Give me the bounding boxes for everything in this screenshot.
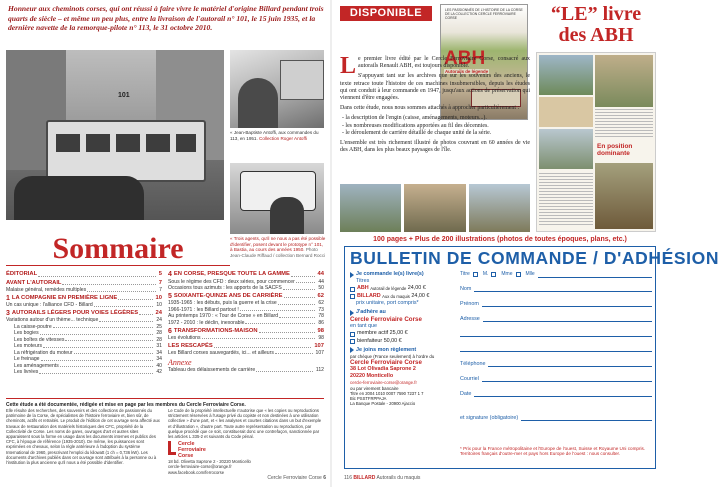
cfc-logo-line-3: Corse — [178, 453, 194, 460]
toc-leader — [65, 337, 153, 342]
toc-page: 34 — [156, 356, 162, 363]
en-tant-que: en tant que — [350, 323, 377, 330]
nom-label: Nom — [460, 286, 472, 292]
title-select — [460, 271, 652, 278]
book-cover-title: ABH — [444, 48, 486, 69]
toc-page: 34 — [156, 349, 162, 356]
prenom-field[interactable] — [460, 293, 652, 308]
toc-page: 24 — [155, 310, 162, 317]
photo-railcar-crew — [6, 50, 224, 220]
member-checkbox[interactable] — [350, 332, 355, 337]
railcar-number: 101 — [118, 92, 130, 99]
order-options — [350, 271, 460, 406]
order-abh-row[interactable] — [350, 285, 460, 292]
toc-title: 1966-1971 : les Billard partout ! — [168, 306, 239, 313]
date-field[interactable] — [460, 383, 652, 398]
toc-title: Au printemps 1970 : « Tour de Corse » en Billard — [168, 313, 279, 320]
toc-leader — [283, 285, 316, 290]
pages-count: 100 pages + Plus de 200 illustrations (photos de toutes époques, plans, etc.) — [373, 236, 627, 243]
toc-leader — [43, 343, 153, 348]
toc-page: 107 — [315, 349, 324, 356]
left-footer — [200, 475, 326, 481]
toc-leader — [62, 280, 155, 285]
benefactor-row[interactable] — [350, 338, 460, 345]
toc-title: TRANSFORMATIONS-MAISON — [173, 327, 258, 334]
billard-checkbox[interactable] — [350, 294, 355, 299]
toc-page: 62 — [317, 292, 324, 299]
toc-leader — [245, 320, 315, 325]
right-footer-text: Autorails du maquis — [376, 475, 421, 481]
body-list-item: - les nombreuses modifications apportées au fil des décennies. — [342, 122, 489, 129]
abh-title: ABH — [357, 285, 369, 292]
toc-leader — [99, 317, 153, 322]
photo-thumb — [469, 184, 530, 232]
toc-leader — [256, 367, 313, 372]
toc-chapter-number: 3 — [6, 310, 10, 318]
toc-title: Le freinage — [14, 356, 40, 363]
dropcap: L — [340, 53, 357, 79]
member-price: 25,00 € — [389, 330, 408, 337]
toc-leader — [60, 363, 154, 368]
toc-page: 5 — [158, 271, 162, 278]
toc-entry[interactable] — [168, 367, 324, 374]
headline-line-2: des ABH — [558, 24, 634, 46]
toc-leader — [279, 313, 315, 318]
toc-title: Malaise général, remèdes multiples — [6, 287, 87, 294]
toc-title: Les boîtes de vitesses — [14, 336, 65, 343]
toc-title: Les livrées — [14, 369, 39, 376]
pay-detail: par chèque (France seulement) à l'ordre du — [350, 354, 435, 360]
toc-chapter[interactable] — [6, 280, 162, 287]
billard-title: BILLARD — [357, 292, 381, 299]
caption-1-text: « Jean-Baptiste Antoffi, aux commandes du 113, en 1951. — [230, 130, 319, 141]
toc-title: Occasions tous azimuts : les apports de la SACFS — [168, 285, 282, 292]
caption-1 — [230, 130, 326, 142]
toc-title: Les bogies — [14, 330, 39, 337]
member-row[interactable] — [350, 330, 460, 337]
mr-label: M. — [482, 271, 489, 277]
toc-leader — [202, 335, 316, 340]
toc-title: 1935-1965 : les débuts, puis la guerre et la crise — [168, 300, 277, 307]
caption-2-credit: Photo Jean-Claude Riffaud / collection Bernard Rocci — [230, 247, 326, 258]
toc-title: AVANT L'AUTORAIL — [6, 279, 62, 286]
toc-annexe: Annexe — [168, 358, 192, 368]
legal-col-2 — [168, 408, 324, 475]
body-list-item: - le déroulement de carrière détaillé de chaque unité de la série. — [342, 129, 492, 136]
toc-title: AUTORAILS LÉGERS POUR VOIES LÉGÈRES — [11, 310, 139, 317]
toc-chapter-number: 4 — [168, 271, 172, 279]
toc-leader — [291, 271, 315, 276]
toc-chapter[interactable] — [168, 293, 324, 300]
org-email[interactable]: cercle-ferroviaire-corse@orange.fr — [350, 380, 417, 386]
toc-page: 50 — [318, 285, 324, 292]
toc-title: Sous le régime des CFD : deux séries, pour commencer — [168, 278, 295, 285]
toc-chapter[interactable] — [168, 271, 324, 278]
pages-preview-heading: En position dominante — [597, 143, 633, 157]
body-p1: e premier livre édité par le Cercle Ferroviaire Corse, consacré aux autorails Renault ABH, est toujours disponible. — [358, 56, 530, 70]
abh-price: 24,00 € — [407, 285, 426, 292]
toc-page: 31 — [156, 343, 162, 350]
sommaire-title: Sommaire — [6, 232, 230, 266]
cfc-web[interactable]: www.facebook.com/ferrocorse — [168, 469, 225, 475]
toc-leader — [39, 369, 153, 374]
headline-line-1: “LE” livre — [550, 3, 642, 25]
toc-entry[interactable] — [6, 302, 162, 309]
toc-title: LA COMPAGNIE EN PREMIÈRE LIGNE — [11, 295, 118, 302]
mme-checkbox[interactable] — [491, 272, 496, 277]
toc-entry[interactable] — [6, 369, 162, 376]
toc-left-column — [6, 270, 162, 376]
iban: Titre en 2004 1010 0007 7590 7237 1 7 — [350, 391, 424, 397]
toc-entry[interactable] — [168, 285, 324, 292]
legal-col-1: Elle résulte des recherches, des souvenirs et des collections de passionnés du patrimoine de la Corse, de spécialistes de l'histoire ferroviaire et, bien sûr, de cheminots, actifs et retraités. Le produit de l'édition de cet ouvrage sera affecté aux travaux de restauration des matériels historiques des CFC, propriété de la Collectivité de Corse. Les noms de gares, ouvrages d'art et autres sites apparaissent sous la forme en usage dans les documents internes et publics des CFC, à l'époque de référence (1935-2010). De même, les puissances sont exprimées en chevaux, selon la règle antérieure à l'adoption du système International de 1960, prescrivant l'emploi du kilowatt (1 ch = 0,736 kW). Les documents d'archives publiés dans cet ouvrage sont attribués à la personne ou à l'institution la plus ancienne qu'il nous a été possible d'identifier. — [6, 408, 160, 466]
org-name-2: Cercle Ferroviaire Corse — [350, 359, 422, 367]
order-form-title: BULLETIN DE COMMANDE / D'ADHÉSION — [350, 248, 719, 268]
mr-checkbox[interactable] — [473, 272, 478, 277]
benefactor-price: 50,00 € — [383, 337, 402, 344]
toc-leader — [118, 295, 152, 300]
photo-three-agents — [230, 163, 324, 234]
toc-chapter[interactable] — [6, 310, 162, 317]
toc-leader — [296, 279, 315, 284]
adresse-field[interactable] — [460, 308, 652, 323]
legal-col-2-text: Le Code de la propriété intellectuelle n'autorise que « les copies ou reproductions strictement réservées à l'usage privé du copiste et non destinées à une utilisation collective » d'une part, et « les analyses et courtes citations dans un but d'exemple et d'illustration », d'autre part. Toute autre représentation ou reproduction, par quelque procédé que ce soit, constituerait donc une contrefaçon, sanctionnée par les articles L 335-2 et suivants du Code pénal. — [168, 408, 322, 440]
toc-page: 73 — [318, 306, 324, 313]
signature-field[interactable] — [460, 398, 652, 422]
cfc-address: 18 bd. Olivetta Saprone 2 - 20220 Monticello — [168, 459, 251, 465]
toc-chapter-number: 5 — [168, 292, 172, 300]
left-page-number: 6 — [323, 475, 326, 481]
cfc-email[interactable]: cercle-ferroviaire-corse@orange.fr — [168, 464, 232, 470]
courriel-field[interactable] — [460, 368, 652, 383]
toc-page: 78 — [318, 313, 324, 320]
toc-right-column — [168, 270, 324, 374]
toc-page: 7 — [159, 287, 162, 294]
billard-price: 24,00 € — [411, 292, 430, 299]
toc-title: La caisse-poutre — [14, 323, 52, 330]
right-page-number: 116 — [344, 475, 352, 481]
toc-leader — [53, 324, 154, 329]
toc-title: Variations autour d'un thème... technique — [6, 317, 99, 324]
billard-subtitle: Aux du maquis — [382, 293, 410, 299]
contact-fields — [460, 271, 652, 422]
body-p3: Dans cette étude, nous nous sommes attachés à approcher particulièrement : — [340, 105, 520, 112]
nom-field[interactable] — [460, 278, 652, 293]
toc-title: Un cas unique : l'alliance CFD - Billard — [6, 302, 93, 309]
book-pages-preview — [536, 52, 656, 232]
toc-title: Tableau des délaissements de carrière — [168, 367, 256, 374]
member-label: membre actif — [357, 330, 389, 337]
titres-label: Titres — [356, 278, 370, 285]
toc-page: 10 — [156, 302, 162, 309]
order-billard-row[interactable] — [350, 293, 460, 300]
toc-page: 24 — [156, 317, 162, 324]
org-name: Cercle Ferroviaire Corse — [350, 316, 422, 324]
toc-leader — [74, 350, 154, 355]
toc-page: 10 — [155, 295, 162, 302]
toc-page: 107 — [314, 342, 324, 349]
intro-text: Honneur aux cheminots corses, qui ont réussi à faire vivre le matériel d'origine Billard pendant trois quarts de siècle – et même un peu plus, entre la livraison de l'autorail n° 101, le 15 juin 1935, et la dernière navette de la remorque-pilote n° 113, le 31 octobre 2010. — [8, 4, 324, 33]
toc-leader — [41, 356, 154, 361]
body-list-item: - la description de l'engin (caisse, aménagements, moteurs...). — [342, 115, 487, 122]
toc-entry[interactable] — [168, 320, 324, 327]
toc-leader — [40, 330, 154, 335]
telephone-field[interactable] — [460, 353, 652, 368]
photo-strip — [340, 184, 530, 232]
title-label: Titre — [460, 271, 470, 277]
prenom-label: Prénom — [460, 301, 479, 307]
adresse-label: Adresse — [460, 316, 480, 322]
toc-title: Les aménagements — [14, 362, 59, 369]
toc-page: 44 — [318, 278, 324, 285]
toc-leader — [284, 293, 315, 298]
bic: Bic PSSTFRPPAJA — [350, 396, 387, 402]
toc-page: 42 — [156, 369, 162, 376]
toc-entry[interactable] — [168, 350, 324, 357]
org-city: 20220 Monticello — [350, 373, 394, 380]
arrow-right-icon — [350, 347, 354, 353]
toc-chapter[interactable] — [6, 271, 162, 278]
toc-entry[interactable] — [168, 335, 324, 342]
toc-leader — [87, 287, 156, 292]
cfc-logo-line-1: Cercle — [178, 441, 195, 448]
disponible-banner: DISPONIBLE — [340, 6, 432, 21]
body-p2: S'appuyant tant sur les archives que sur les souvenirs des anciens, le texte retrace toute l'histoire de ces machines insubmersibles, depuis les études qui ont conduit à leur commande en 1947, jusqu'aux actions de préservation qui viennent d'être engagées. — [340, 73, 530, 102]
toc-page: 44 — [317, 271, 324, 278]
toc-leader — [94, 302, 154, 307]
toc-page: 98 — [317, 327, 324, 334]
toc-title: Les moteurs — [14, 343, 43, 350]
body-p4: L'ensemble est très richement illustré de photos couvrant en 60 années de vie des ABH, dans les plus beaux paysages de l'île. — [340, 140, 530, 154]
credits-note: Cette étude a été documentée, rédigée et mise en page par les membres du Cercle Ferroviaire Corse. — [6, 398, 324, 408]
headline — [536, 4, 656, 46]
org-address: 38 Lot Olivadia Saprone 2 — [350, 366, 416, 373]
toc-page: 25 — [156, 323, 162, 330]
toc-leader — [259, 328, 315, 333]
toc-page: 112 — [315, 367, 324, 374]
bank: La Banque Postale - 20900 Ajaccio — [350, 401, 416, 407]
toc-page: 7 — [158, 279, 162, 286]
toc-chapter-number: 1 — [6, 295, 10, 303]
toc-title: ÉDITORIAL — [6, 271, 38, 278]
cfc-logo-line-2: Ferroviaire — [178, 447, 206, 454]
toc-chapter[interactable] — [6, 295, 162, 302]
book-cover-subtitle: Autorails de légende — [445, 69, 489, 74]
toc-page: 28 — [156, 330, 162, 337]
toc-leader — [214, 343, 312, 348]
toc-title: 1972 - 2010 : le déclin, inexorable — [168, 319, 245, 326]
unit-price-note: prix unitaire, port compris* — [356, 299, 419, 306]
mlle-checkbox[interactable] — [516, 272, 521, 277]
abh-subtitle: Autorail de légende — [370, 286, 407, 292]
toc-leader — [278, 300, 316, 305]
pay-label: Je joins mon règlement — [356, 346, 417, 353]
benefactor-label: bienfaiteur — [357, 337, 383, 344]
toc-title: Les Billard corses sauvegardés, ici... et ailleurs — [168, 349, 274, 356]
toc-page: 86 — [318, 319, 324, 326]
price-footnote: * Prix pour la France métropolitaine et l'Europe de l'ouest, Suisse et Royaume Uni compris. Territoires français d'outre-mer et pays hors Europe de l'ouest : nous consulter. — [460, 446, 646, 457]
toc-chapter-number: 6 — [168, 327, 172, 335]
toc-chapter[interactable] — [168, 328, 324, 335]
photo-driver-cab — [230, 50, 324, 128]
arrow-right-icon — [350, 310, 354, 316]
arrow-right-icon — [350, 272, 354, 278]
abh-checkbox[interactable] — [350, 287, 355, 292]
toc-page: 40 — [156, 362, 162, 369]
page-gutter — [330, 0, 332, 487]
date-label: Date — [460, 391, 472, 397]
adresse-line-3[interactable] — [460, 338, 652, 353]
order-books-label: Je commande le(s) livre(s) — [356, 271, 424, 277]
toc-leader — [275, 350, 313, 355]
toc-title: La réfrigération du moteur — [14, 349, 73, 356]
telephone-label: Téléphone — [460, 361, 486, 367]
toc-title: EN CORSE, PRESQUE TOUTE LA GAMME — [173, 271, 290, 278]
left-footer-text: Cercle Ferroviaire Corse — [267, 475, 322, 481]
right-footer — [344, 475, 464, 481]
book-description — [340, 53, 530, 157]
mme-label: Mme — [501, 271, 513, 277]
toc-title: Les évolutions — [168, 334, 201, 341]
legal-columns — [6, 408, 324, 475]
photo-thumb — [340, 184, 401, 232]
toc-chapter[interactable] — [168, 343, 324, 350]
toc-leader — [38, 271, 156, 276]
toc-page: 28 — [156, 336, 162, 343]
cfc-logo — [168, 441, 324, 459]
toc-page: 62 — [318, 300, 324, 307]
toc-entry[interactable] — [6, 287, 162, 294]
virement-label: ou par virement bancaire — [350, 385, 399, 391]
toc-leader — [240, 307, 316, 312]
book-cover-top-text: LES PASSIONNÉS DE L'HISTOIRE DE LA CORSE DE LA COLLECTION CERCLE FERROVIAIRE CORSE — [445, 8, 523, 20]
caption-2-text: « Trois agents, qu'il ne nous a pas été possible d'identifier, posent devant le prototype n° 101, à Bastia, au cours des années 1950. — [230, 236, 326, 253]
signature-label: et signature (obligatoire) — [460, 415, 519, 421]
toc-title: LES RESCAPÉS — [168, 342, 213, 349]
courriel-label: Courriel — [460, 376, 479, 382]
join-label: J'adhère au — [356, 309, 386, 316]
toc-page: 98 — [318, 334, 324, 341]
adresse-line-2[interactable] — [460, 323, 652, 338]
right-footer-brand: BILLARD — [353, 475, 376, 481]
caption-2 — [230, 236, 326, 258]
mlle-label: Mlle — [525, 271, 535, 277]
toc-leader — [139, 310, 152, 315]
toc-title: SOIXANTE-QUINZE ANS DE CARRIÈRE — [173, 292, 283, 299]
caption-1-credit: Collection Roger Antoffi — [259, 135, 307, 141]
photo-thumb — [404, 184, 465, 232]
benefactor-checkbox[interactable] — [350, 339, 355, 344]
